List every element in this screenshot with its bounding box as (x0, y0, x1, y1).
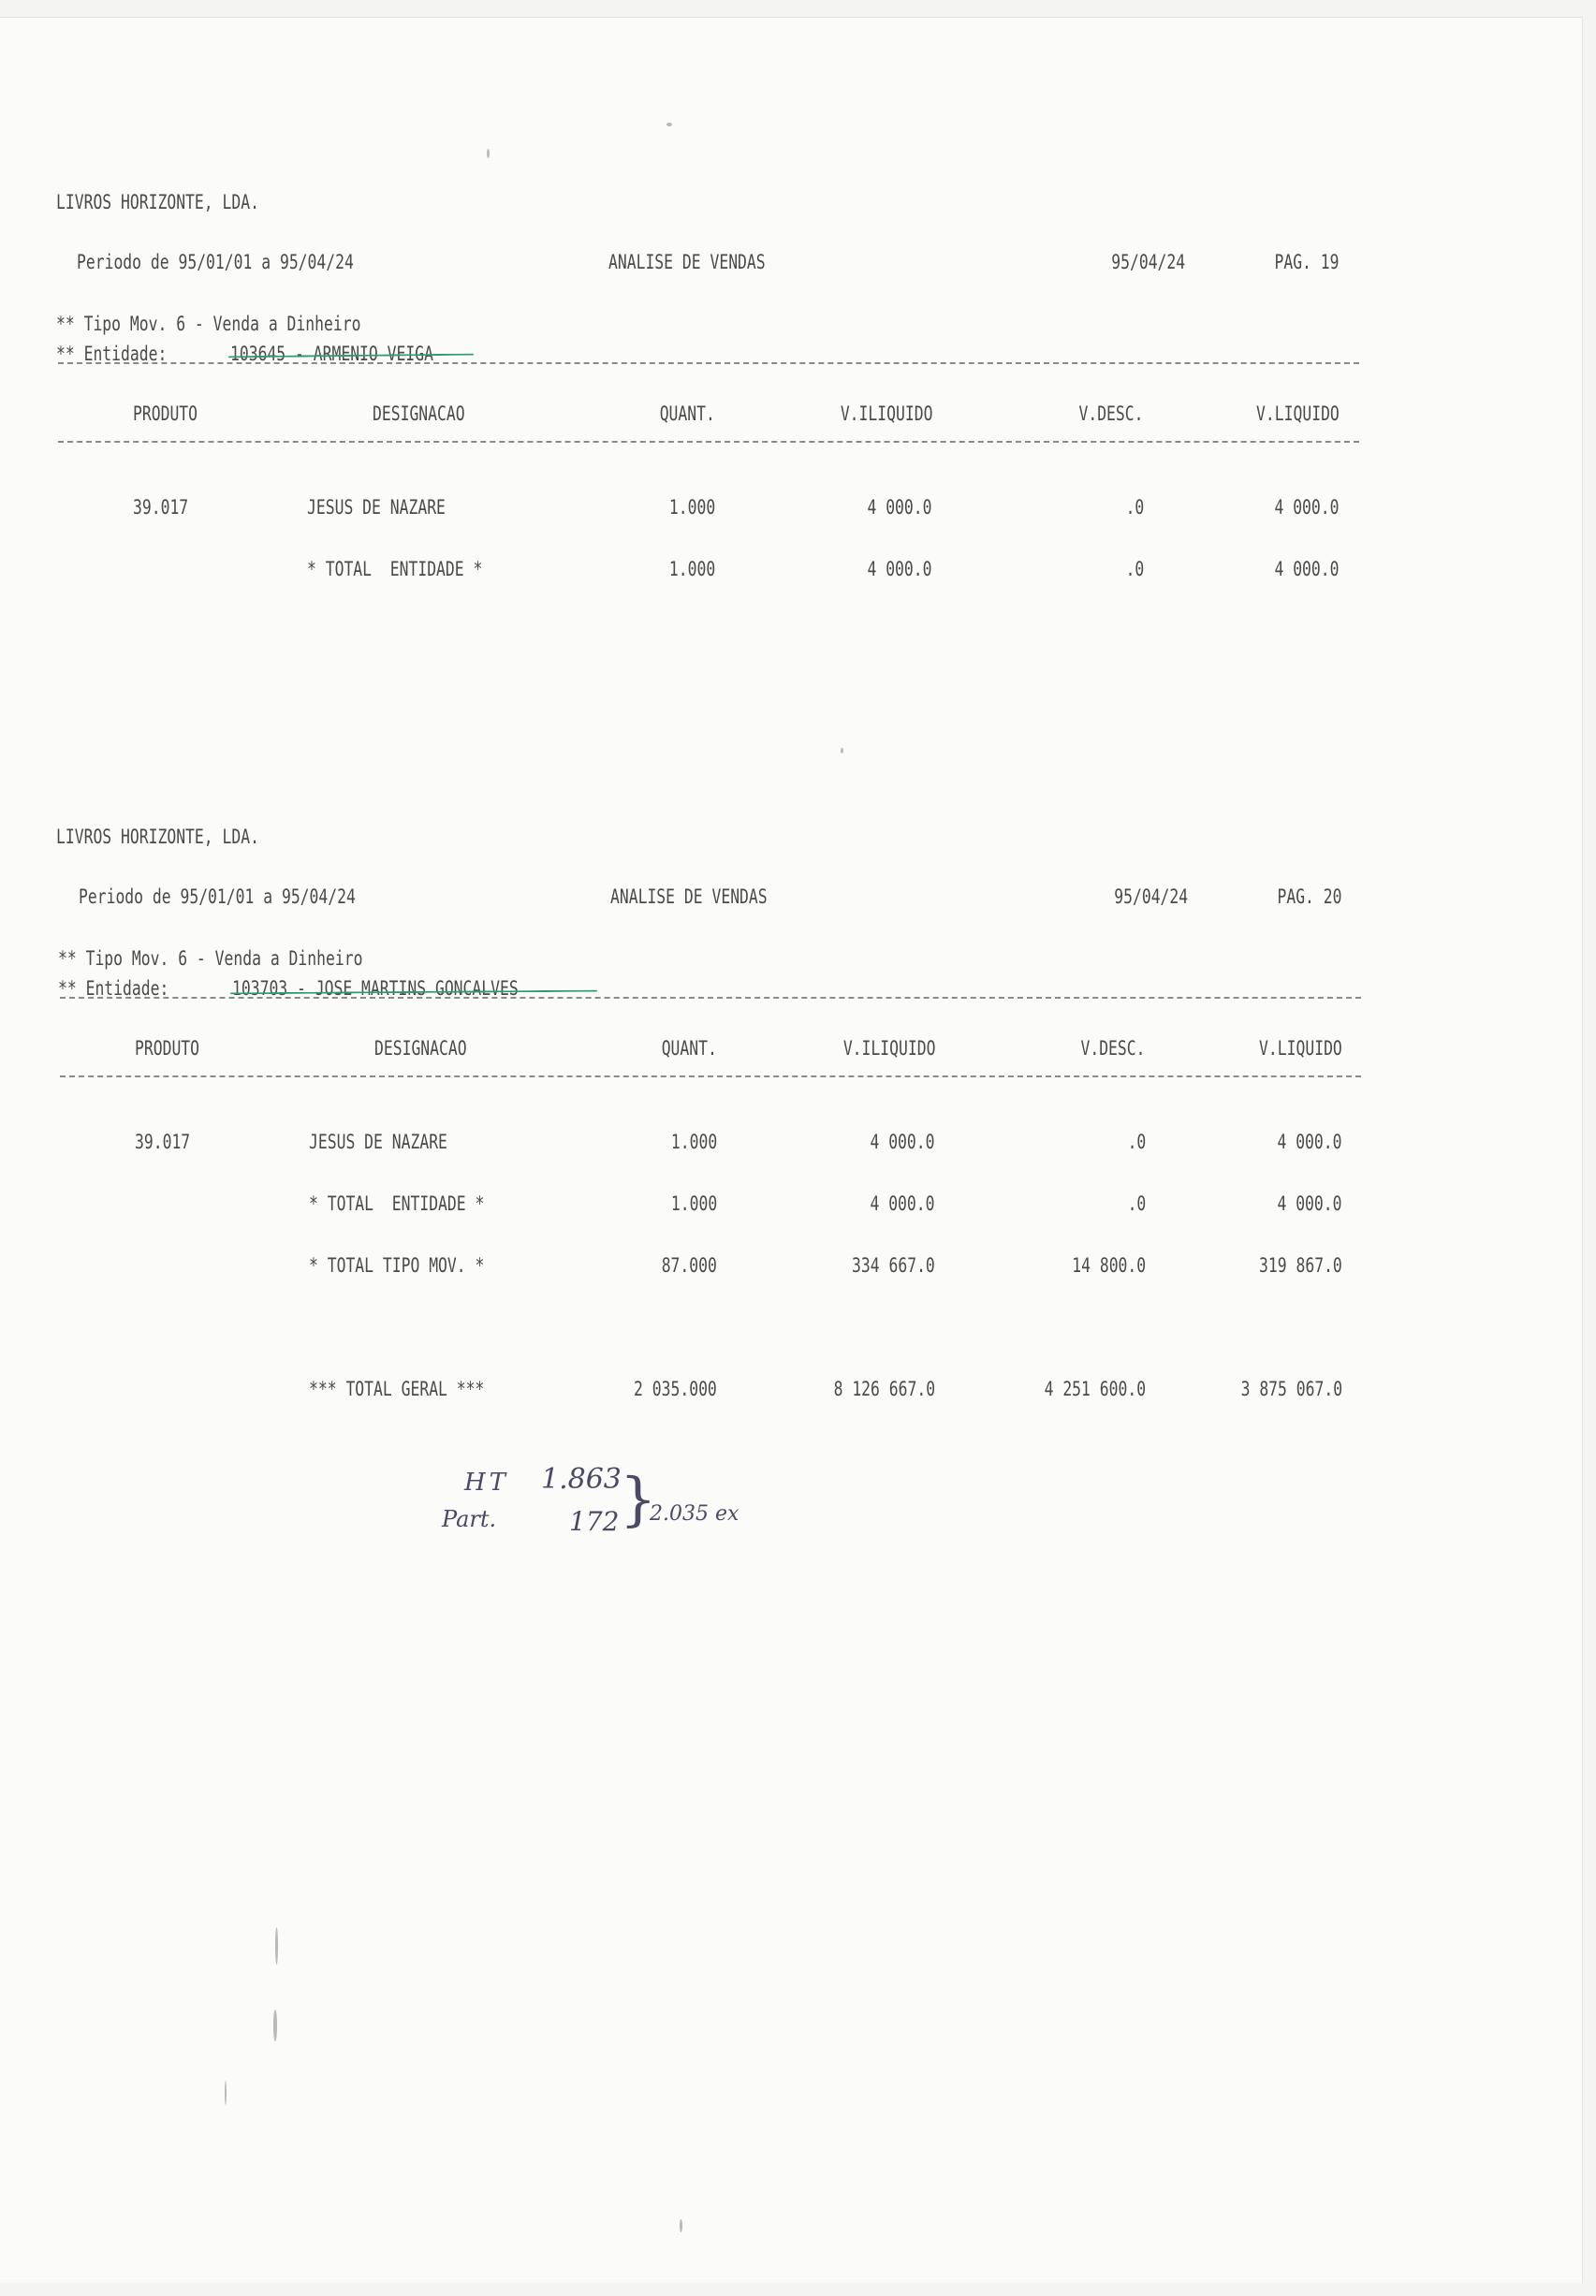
tipo-mov: ** Tipo Mov. 6 - Venda a Dinheiro (58, 947, 363, 970)
col-v-desc: V.DESC. (1080, 1037, 1146, 1060)
entidade-value: 103703 - JOSE MARTINS GONCALVES (232, 977, 519, 1000)
handwritten-brace: } (620, 1465, 657, 1533)
handwritten-part-value: 172 (569, 1506, 620, 1537)
col-produto: PRODUTO (135, 1037, 200, 1060)
report-sheet (0, 17, 1583, 2283)
cell-designacao: *** TOTAL GERAL *** (309, 1378, 485, 1400)
col-designacao: DESIGNACAO (373, 402, 465, 425)
report-title: ANALISE DE VENDAS (608, 251, 766, 273)
scan-speck (841, 748, 843, 753)
cell-v-iliquido: 4 000.0 (870, 1192, 935, 1215)
cell-quant: 1.000 (668, 496, 715, 519)
company-name: LIVROS HORIZONTE, LDA. (56, 191, 259, 213)
cell-v-iliquido: 334 667.0 (852, 1254, 935, 1277)
cell-v-liquido: 4 000.0 (1274, 496, 1340, 519)
cell-v-desc: 14 800.0 (1072, 1254, 1146, 1277)
col-v-desc: V.DESC. (1078, 402, 1144, 425)
cell-v-iliquido: 8 126 667.0 (833, 1378, 935, 1400)
cell-v-iliquido: 4 000.0 (867, 558, 932, 580)
col-v-iliquido: V.ILIQUIDO (840, 402, 932, 425)
cell-quant: 1.000 (670, 1131, 717, 1153)
dashed-rule (58, 362, 1359, 364)
cell-v-liquido: 3 875 067.0 (1240, 1378, 1342, 1400)
cell-quant: 2 035.000 (634, 1378, 717, 1400)
cell-v-desc: 4 251 600.0 (1044, 1378, 1146, 1400)
col-produto: PRODUTO (133, 402, 198, 425)
cell-v-liquido: 4 000.0 (1277, 1192, 1342, 1215)
handwritten-part-label: Part. (442, 1506, 497, 1532)
cell-designacao: JESUS DE NAZARE (309, 1131, 447, 1153)
cell-v-liquido: 319 867.0 (1259, 1254, 1342, 1277)
company-name: LIVROS HORIZONTE, LDA. (56, 826, 259, 848)
entidade-label: ** Entidade: (58, 977, 169, 1000)
scan-speck (275, 1927, 278, 1965)
cell-v-liquido: 4 000.0 (1277, 1131, 1342, 1153)
report-date: 95/04/24 (1114, 885, 1188, 908)
report-title: ANALISE DE VENDAS (610, 885, 768, 908)
col-v-liquido: V.LIQUIDO (1259, 1037, 1342, 1060)
cell-quant: 1.000 (670, 1192, 717, 1215)
scan-speck (680, 2219, 682, 2232)
handwritten-ht-label: HT (464, 1469, 510, 1497)
entidade-label: ** Entidade: (56, 343, 168, 365)
cell-designacao: * TOTAL TIPO MOV. * (309, 1254, 485, 1277)
cell-v-liquido: 4 000.0 (1274, 558, 1340, 580)
col-quant: QUANT. (661, 1037, 717, 1060)
cell-produto: 39.017 (133, 496, 189, 519)
period: Periodo de 95/01/01 a 95/04/24 (77, 251, 354, 273)
col-v-liquido: V.LIQUIDO (1256, 402, 1340, 425)
tipo-mov: ** Tipo Mov. 6 - Venda a Dinheiro (56, 313, 361, 335)
cell-designacao: * TOTAL ENTIDADE * (309, 1192, 485, 1215)
cell-quant: 1.000 (668, 558, 715, 580)
cell-designacao: * TOTAL ENTIDADE * (307, 558, 483, 580)
col-v-iliquido: V.ILIQUIDO (842, 1037, 935, 1060)
page-number: PAG. 19 (1274, 251, 1340, 273)
cell-v-desc: .0 (1125, 496, 1144, 519)
report-date: 95/04/24 (1111, 251, 1185, 273)
page-number: PAG. 20 (1277, 885, 1342, 908)
period: Periodo de 95/01/01 a 95/04/24 (79, 885, 356, 908)
scan-speck (666, 123, 672, 126)
cell-v-iliquido: 4 000.0 (867, 496, 932, 519)
dashed-rule (58, 441, 1359, 443)
handwritten-total: 2.035 ex (650, 1502, 739, 1526)
col-quant: QUANT. (659, 402, 715, 425)
dashed-rule (60, 1075, 1361, 1077)
entidade-value: 103645 - ARMENIO VEIGA (230, 343, 433, 365)
col-designacao: DESIGNACAO (374, 1037, 467, 1060)
cell-v-desc: .0 (1125, 558, 1144, 580)
cell-v-iliquido: 4 000.0 (870, 1131, 935, 1153)
handwritten-ht-value: 1.863 (541, 1463, 622, 1496)
cell-v-desc: .0 (1127, 1131, 1146, 1153)
cell-designacao: JESUS DE NAZARE (307, 496, 446, 519)
scan-speck (273, 2010, 277, 2041)
cell-produto: 39.017 (135, 1131, 191, 1153)
scan-speck (225, 2081, 227, 2105)
cell-v-desc: .0 (1127, 1192, 1146, 1215)
cell-quant: 87.000 (661, 1254, 717, 1277)
scan-speck (487, 149, 490, 158)
dashed-rule (60, 997, 1361, 999)
